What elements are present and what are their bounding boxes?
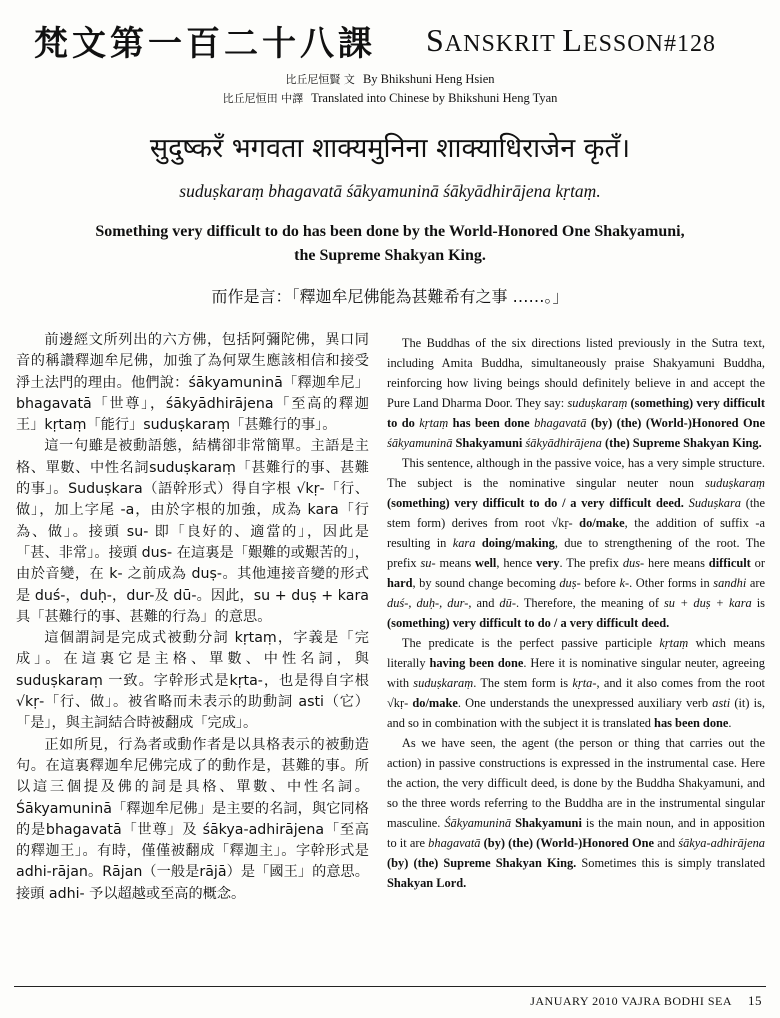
credits — [0, 70, 780, 108]
issue-label: JANUARY 2010 VAJRA BODHI SEA — [530, 994, 732, 1008]
verse-english: Something very difficult to do has been done by the World-Honored One Shakyamuni, the Supreme Shakyan King. — [95, 223, 685, 264]
footer — [530, 993, 762, 1009]
english-paragraph: The predicate is the perfect passive participle kṛtaṃ which means literally having been done. Here it is nominative singular neuter, agreeing with suduṣkaraṃ. The stem form is kṛta-, and it also comes from the root √kṛ- do/make. One understands the unexpressed auxiliary verb asti (it) is, and so in combination with the subject it is translated has been done. — [387, 636, 765, 730]
header — [24, 12, 764, 62]
english-paragraph: As we have seen, the agent (the person or thing that carries out the action) in passive constructions is expressed in the instrumental case. Here the action, the very difficult deed, is done by the Buddha Shakyamuni, and so the three words referring to the Buddha are in the instrumental singular masculine. Śākyamuninā Shakyamuni is the main noun, and in apposition to it are bhagavatā (by) (the) (World-)Honored One and śākya-adhirājena (by) (the) Supreme Shakyan King. Sometimes this is simply translated Shakyan Lord. — [387, 736, 766, 890]
chinese-column — [16, 330, 369, 905]
english-paragraph: The Buddhas of the six directions listed previously in the Sutra text, including Amita Buddha, simultaneously praise Shakyamuni Buddha, reinforcing how living beings should definitely believe in and accept the Pure Land Dharma Door. They say: suduṣkaraṃ (something) very difficult to do kṛtaṃ has been done bhagavatā (by) (the) (World-)Honored One śākyamuninā Shakyamuni śākyādhirājena (the) Supreme Shakyan King. — [387, 336, 765, 450]
chinese-paragraph: 這一句雖是被動語態，結構卻非常簡單。主語是主格、單數、中性名詞suduṣkaraṃ「甚難行的事、甚難的事」。Suduṣkara（語幹形式）得自字根 √kṛ-「行、做」，加上字尾 -a，由於字根的加強，成為 kara「行為、做」。接頭 su- 即「良好的、適當的」，因此是「甚、非常」。接頭 dus- 在這裏是「艱難的或艱苦的」，由於音變，在 k- 之前成為 duṣ-。其他連接音變的形式是 duś-，duḥ-，dur-及 dū-。因此，su + duṣ + kara具「甚難行的事、甚難的行為」的意思。 — [16, 438, 369, 625]
author-credit: 比丘尼恒賢 文 By Bhikshuni Heng Hsien — [285, 72, 495, 86]
title-chinese: 梵文第一百二十八課 — [34, 24, 376, 64]
chinese-paragraph: 這個謂詞是完成式被動分詞 kṛtaṃ，字義是「完成」。在這裏它是主格、單數、中性名詞，與suduṣkaraṃ 一致。字幹形式是kṛta-，也是得自字根 √kṛ-「行、做」。被省略而未表示的助動詞 asti（它）「是」，與主詞結合時被翻成「完成」。 — [16, 630, 369, 732]
verse-chinese: 而作是言：「釋迦牟尼佛能為甚難希有之事 ……。」 — [211, 287, 569, 306]
translator-credit: 比丘尼恒田 中譯 Translated into Chinese by Bhikshuni Heng Tyan — [222, 91, 558, 105]
verse-transliteration: suduṣkaraṃ bhagavatā śākyamuninā śākyādhirājena kṛtaṃ. — [179, 181, 601, 201]
english-column — [387, 333, 765, 893]
english-paragraph: This sentence, although in the passive voice, has a very simple structure. The subject is the nominative singular neuter noun suduṣkaraṃ (something) very difficult to do / a very difficult deed. Suduṣkara (the stem form) derives from root √kṛ- do/make, the addition of suffix -a resulting in kara doing/making, due to strengthening of the root. The prefix su- means well, hence very. The prefix dus- here means difficult or hard, by sound change becoming duṣ- before k-. Other forms in sandhi are duś-, duḥ-, dur-, and dū-. Therefore, the meaning of su + duṣ + kara is (something) very difficult to do / a very difficult deed. — [387, 456, 766, 630]
page-number: 15 — [748, 993, 762, 1008]
chinese-paragraph: 正如所見，行為者或動作者是以具格表示的被動造句。在這裏釋迦牟尼佛完成了的動作是，甚難的事。所以這三個提及佛的詞是具格、單數、中性名詞。Śākyamuninā「釋迦牟尼佛」是主要的名詞，與它同格的是bhagavatā「世尊」及 śākya-adhirājena「至高的釋迦王」。有時，僅僅被翻成「釋迦主」。字幹形式是 adhi-rājan。Rājan（一般是rājā）是「國王」的意思。接頭 adhi- 予以超越或至高的概念。 — [16, 736, 369, 902]
chinese-paragraph: 前邊經文所列出的六方佛，包括阿彌陀佛，異口同音的稱讚釋迦牟尼佛，加強了為何眾生應該相信和接受淨土法門的理由。他們說：śākyamuninā「釋迦牟尼」bhagavatā「世尊」，śākyādhirājena「至高的釋迦王」kṛtaṃ「能行」suduṣkaraṃ「甚難行的事」。 — [16, 332, 369, 434]
verse-devanagari: सुदुष्करँ भगवता शाक्यमुनिना शाक्याधिराजेन कृतँ। — [149, 133, 631, 164]
footer-divider — [14, 986, 766, 987]
title-english: SANSKRIT LESSON#128 — [426, 22, 716, 58]
